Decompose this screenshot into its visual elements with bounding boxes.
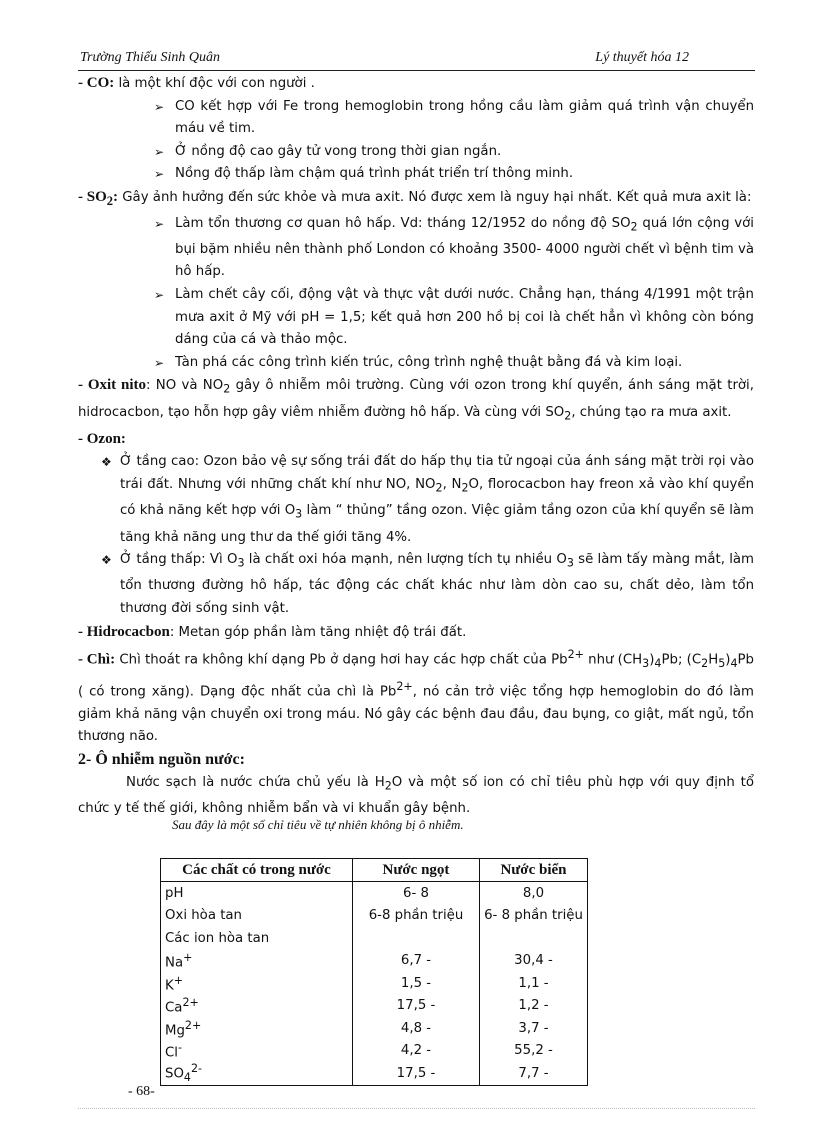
- superscript: -: [177, 1041, 182, 1055]
- cell-sea: 1,1 -: [480, 972, 588, 995]
- substance-name: SO: [165, 1066, 184, 1082]
- table-row: [161, 1040, 588, 1063]
- cell-fresh: 4,8 -: [353, 1017, 480, 1040]
- hidrocacbon-label: - Hidrocacbon: [78, 623, 170, 640]
- substance-name: Các ion hòa tan: [165, 930, 270, 946]
- header-school: Trường Thiếu Sinh Quân: [80, 50, 220, 65]
- co-list: [78, 96, 754, 186]
- cell-fresh: 6- 8: [353, 882, 480, 905]
- text: ): [649, 652, 655, 668]
- subscript: 4: [730, 657, 738, 671]
- subscript: 4: [654, 657, 662, 671]
- cell-substance: [161, 1017, 353, 1040]
- text: làm “ thủng” tầng ozon. Việc giảm tầng ozon của khí quyển sẽ làm tăng khả năng ung thư da thế giới tăng 4%.: [120, 503, 755, 545]
- cell-fresh: 1,5 -: [353, 972, 480, 995]
- subscript: 2: [384, 779, 392, 793]
- diamond-bullet-icon: ❖: [101, 455, 112, 470]
- text: O và một số ion có chỉ tiêu phù hợp với quy định tổ chức y tế thế giới, không nhiễm bẩn và vi khuẩn gây bệnh.: [78, 774, 754, 816]
- so2-list: [78, 213, 754, 375]
- substance-name: Oxi hòa tan: [165, 908, 242, 924]
- subscript: 3: [237, 556, 245, 570]
- list-item-text: Tàn phá các công trình kiến trúc, công trình nghệ thuật bằng đá và kim loại.: [175, 354, 683, 370]
- superscript: 2+: [184, 1018, 202, 1032]
- cell-sea: 3,7 -: [480, 1017, 588, 1040]
- cell-fresh: 17,5 -: [353, 1062, 480, 1085]
- cell-sea: [480, 927, 588, 950]
- text: H: [708, 652, 719, 668]
- table-row: [161, 927, 588, 950]
- cell-sea: 55,2 -: [480, 1040, 588, 1063]
- text: là chất oxi hóa mạnh, nên lượng tích tụ nhiều O: [244, 552, 567, 568]
- nox-paragraph: [78, 374, 754, 428]
- text: Nước sạch là nước chứa chủ yếu là H: [126, 774, 385, 790]
- text: , chúng tạo ra mưa axit.: [571, 404, 732, 420]
- subscript: 2: [701, 657, 709, 671]
- column-header: Các chất có trong nước: [161, 859, 353, 882]
- arrow-bullet-icon: ➢: [154, 216, 165, 231]
- column-header: Nước ngọt: [353, 859, 480, 882]
- subscript: 2: [461, 481, 469, 495]
- substance-name: K: [165, 977, 174, 993]
- subscript: 3: [295, 507, 303, 521]
- superscript: +: [183, 951, 193, 965]
- subscript: 2: [223, 383, 231, 397]
- arrow-bullet-icon: ➢: [154, 288, 165, 302]
- cell-substance: [161, 972, 353, 995]
- cell-sea: 8,0: [480, 882, 588, 905]
- text: , N: [442, 477, 462, 493]
- subscript: 5: [718, 657, 726, 671]
- colon: :: [113, 188, 119, 205]
- cell-substance: [161, 995, 353, 1018]
- table-row: [161, 882, 588, 905]
- cell-substance: [161, 927, 353, 950]
- subscript: 2: [106, 193, 114, 208]
- cell-fresh: [353, 927, 480, 950]
- diamond-bullet-icon: ❖: [101, 553, 112, 568]
- text: như (CH: [583, 652, 643, 668]
- so2-label-text: - SO: [78, 188, 107, 205]
- cell-fresh: 6,7 -: [353, 950, 480, 973]
- ozon-label: - Ozon:: [78, 430, 126, 447]
- text: ): [725, 652, 731, 668]
- table-row: [161, 1062, 588, 1085]
- cell-sea: 30,4 -: [480, 950, 588, 973]
- arrow-bullet-icon: ➢: [154, 167, 165, 182]
- list-item: [78, 352, 754, 375]
- list-item-text: quá lớn cộng với bụi bặm nhiều nên thành phố London có khoảng 3500- 4000 người chết vì bệnh tim và hô hấp.: [175, 215, 754, 280]
- substance-name: pH: [165, 885, 184, 901]
- superscript: 2+: [182, 996, 199, 1010]
- text: O, florocacbon hay freon xả vào khí quyển có khả năng kết hợp với O: [120, 477, 754, 519]
- text: Pb ( có trong xăng). Dạng độc nhất của chì là Pb: [78, 652, 754, 700]
- table-row: [161, 995, 588, 1018]
- table-row: [161, 950, 588, 973]
- cell-substance: [161, 950, 353, 973]
- page-content: [78, 72, 754, 821]
- cell-fresh: 17,5 -: [353, 995, 480, 1018]
- list-item-text: Nồng độ thấp làm chậm quá trình phát triển trí thông minh.: [175, 166, 574, 182]
- water-paragraph: [78, 772, 754, 821]
- text: Ở tầng thấp: Vì O: [120, 552, 238, 568]
- lead-label: - Chì:: [78, 651, 116, 668]
- cell-fresh: 4,2 -: [353, 1040, 480, 1063]
- water-quality-table: [160, 858, 588, 1086]
- section-heading: 2- Ô nhiễm nguồn nước:: [78, 751, 245, 769]
- cell-sea: 6- 8 phần triệu: [480, 905, 588, 928]
- table-caption: Sau đây là một số chỉ tiêu về tự nhiên không bị ô nhiễm.: [172, 817, 464, 832]
- cell-sea: 7,7 -: [480, 1062, 588, 1085]
- list-item-text: Ở nồng độ cao gây tử vong trong thời gian ngắn.: [175, 143, 502, 159]
- list-item: [78, 141, 754, 164]
- list-item: [78, 284, 754, 352]
- footer-divider: [78, 1108, 755, 1109]
- table-row: [161, 972, 588, 995]
- arrow-bullet-icon: ➢: [154, 144, 165, 159]
- nox-label: - Oxit nito: [78, 377, 146, 394]
- list-item: [78, 163, 754, 186]
- so2-paragraph: [78, 186, 754, 213]
- superscript: +: [173, 973, 184, 987]
- superscript: 2-: [190, 1062, 203, 1076]
- substance-name: Na: [165, 955, 184, 971]
- page-number: - 68-: [128, 1084, 155, 1099]
- table-header-row: [161, 859, 588, 882]
- text: sẽ làm tấy màng mắt, làm tổn thương đường hô hấp, tác động các chất khác như làm dòn cao su, chất dẻo, làm tổn thương đời sống sinh vật.: [120, 552, 754, 616]
- list-item: [78, 96, 754, 141]
- list-item-text: Làm tổn thương cơ quan hô hấp. Vd: tháng 12/1952 do nồng độ SO: [175, 215, 631, 231]
- superscript: 2+: [396, 679, 413, 693]
- list-item: [78, 549, 754, 620]
- cell-substance: [161, 905, 353, 928]
- cell-substance: [161, 1062, 353, 1085]
- page-header: [78, 50, 755, 71]
- cell-substance: [161, 882, 353, 905]
- co-text: là một khí độc với con người .: [114, 76, 315, 91]
- superscript: 2+: [567, 648, 584, 662]
- subscript: 2: [435, 481, 443, 495]
- subscript: 2: [630, 220, 638, 234]
- so2-text: Gây ảnh hưởng đến sức khỏe và mưa axit. Nó được xem là nguy hại nhất. Kết quả mưa axit là:: [118, 189, 752, 205]
- hidrocacbon-paragraph: [78, 621, 754, 645]
- arrow-bullet-icon: ➢: [154, 355, 165, 370]
- text: gây ô nhiễm môi trường. Cùng với ozon trong khí quyển, ánh sáng mặt trời, hidrocacbon, tạo hỗn hợp gây viêm nhiễm đường hô hấp. Và cùng với SO: [78, 378, 754, 420]
- substance-name: Ca: [165, 1000, 183, 1016]
- subscript: 3: [566, 556, 574, 570]
- text: , nó cản trở việc tổng hợp hemoglobin do đó làm giảm khả năng vận chuyển oxi trong máu. Nó gây các bệnh đau đầu, đau bụng, co giật, mất ngủ, tổn thương não.: [78, 684, 754, 745]
- substance-name: Mg: [165, 1022, 185, 1038]
- list-item: [78, 451, 754, 549]
- subscript: 3: [642, 657, 650, 671]
- list-item-text: Làm chết cây cối, động vật và thực vật dưới nước. Chẳng hạn, tháng 4/1991 một trận mưa axit ở Mỹ với pH = 1,5; kết quả hơn 200 hồ bị coi là chết hẳn vì không còn bóng dáng của cá và thảo mộc.: [175, 287, 754, 348]
- text: Pb; (C: [661, 652, 702, 668]
- cell-sea: 1,2 -: [480, 995, 588, 1018]
- list-item: [78, 213, 754, 284]
- co-paragraph: [78, 72, 754, 96]
- text: Ở tầng cao: Ozon bảo vệ sự sống trái đất do hấp thụ tia tử ngoại của ánh sáng mặt trời rọi vào trái đất. Nhưng với những chất khí như NO, NO: [120, 454, 754, 493]
- cell-fresh: 6-8 phần triệu: [353, 905, 480, 928]
- arrow-bullet-icon: ➢: [154, 99, 165, 114]
- ozon-paragraph: [78, 428, 754, 452]
- subscript: 2: [564, 409, 572, 423]
- text: Chì thoát ra không khí dạng Pb ở dạng hơi hay các hợp chất của Pb: [115, 652, 568, 668]
- ozon-list: [78, 451, 754, 620]
- table-row: [161, 1017, 588, 1040]
- cell-substance: [161, 1040, 353, 1063]
- list-item-text: CO kết hợp với Fe trong hemoglobin trong hồng cầu làm giảm quá trình vận chuyển máu về tim.: [175, 98, 754, 137]
- substance-name: Cl: [165, 1045, 178, 1061]
- subscript: 4: [183, 1071, 191, 1085]
- text: : NO và NO: [145, 378, 224, 394]
- so2-label: [78, 188, 119, 208]
- table-row: [161, 905, 588, 928]
- lead-paragraph: [78, 644, 754, 749]
- co-label: - CO:: [78, 75, 115, 91]
- column-header: Nước biển: [480, 859, 588, 882]
- text: : Metan góp phần làm tăng nhiệt độ trái đất.: [169, 624, 467, 640]
- header-subject: Lý thuyết hóa 12: [595, 50, 689, 65]
